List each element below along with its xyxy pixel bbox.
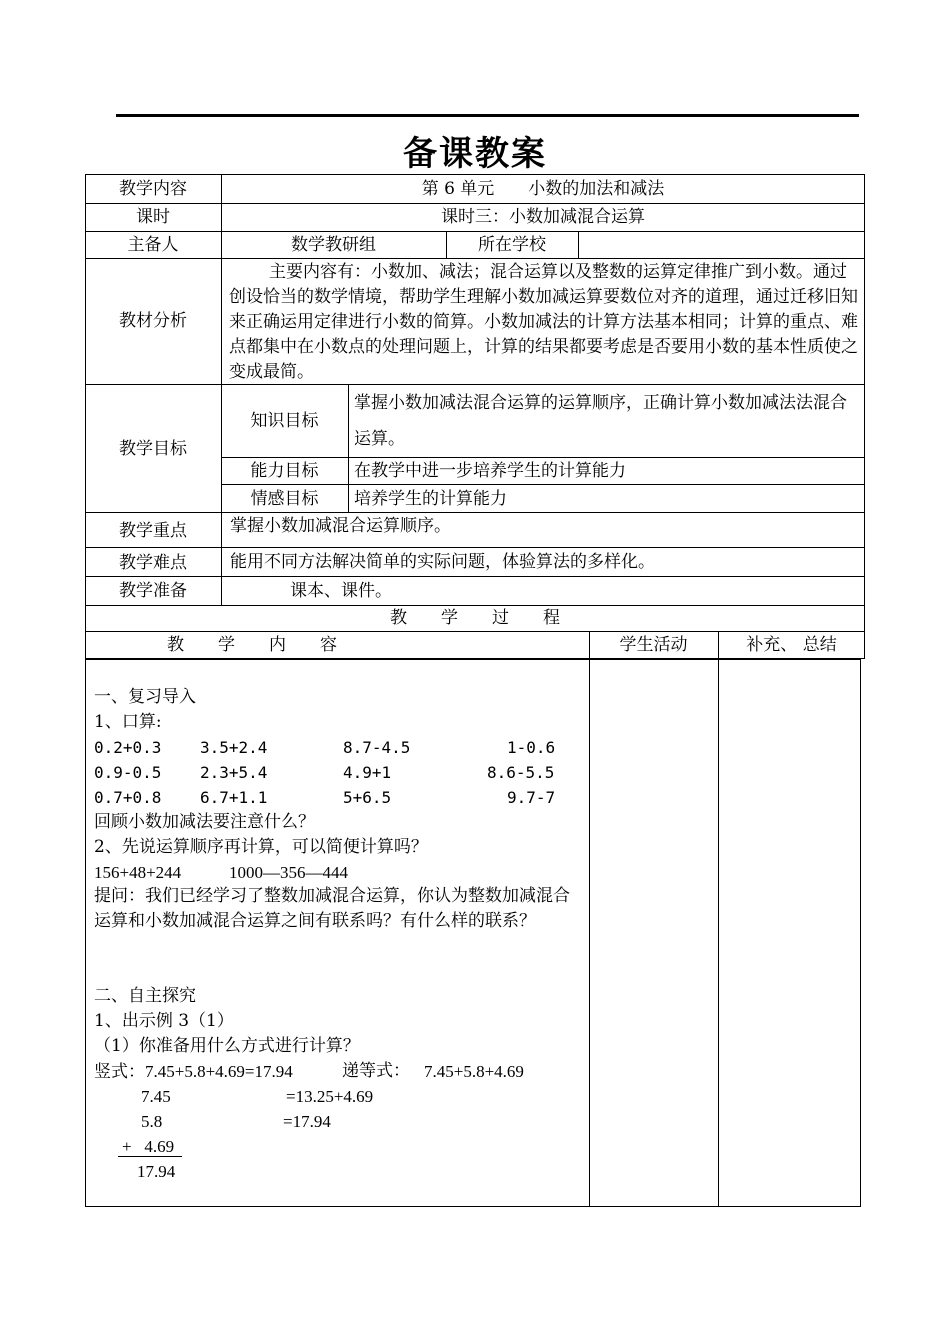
key-point-value: 掌握小数加减混合运算顺序。 (230, 516, 451, 536)
key-point-label: 教学重点 (119, 521, 187, 541)
section-explore: 二、自主探究 (94, 986, 196, 1006)
calc-r1-c1: 0.2+0.3 (94, 738, 162, 757)
lesson-label: 课时 (136, 207, 170, 227)
knowledge-value: 掌握小数加减法混合运算的运算顺序，正确计算小数加减法法混合运算。 (354, 393, 847, 449)
col-notes-header: 补充、 总结 (746, 635, 837, 655)
process-header: 教 学 过 程 (390, 608, 560, 628)
example-label: 1、出示例 3（1） (94, 1011, 234, 1031)
prompt-question: 提问：我们已经学习了整数加减混合运算，你认为整数加减混合运算和小数加减混合运算之间有联系吗？有什么样的联系？ (94, 886, 570, 931)
vertical-line-4: 17.94 (137, 1162, 176, 1181)
emotion-label: 情感目标 (250, 489, 319, 509)
calc-r1-c4: 1-0.6 (507, 738, 556, 757)
step-form-label: 递等式： (342, 1061, 410, 1081)
emotion-value: 培养学生的计算能力 (354, 489, 507, 509)
step-line-1: =13.25+4.69 (286, 1087, 374, 1106)
oral-calc-label: 1、口算: (94, 712, 162, 732)
calc-r2-c3: 4.9+1 (343, 763, 392, 782)
school-label: 所在学校 (478, 235, 546, 255)
calc-r1-c3: 8.7-4.5 (343, 738, 411, 757)
calc-r3-c2: 6.7+1.1 (200, 788, 268, 807)
step-form-expr: 7.45+5.8+4.69 (424, 1062, 524, 1081)
ability-label: 能力目标 (250, 461, 319, 481)
vertical-line-1: 7.45 (141, 1087, 171, 1106)
expr-2: 1000—356—444 (229, 863, 348, 882)
calc-r2-c4: 8.6-5.5 (487, 763, 555, 782)
method-question: （1）你准备用什么方式进行计算？ (94, 1036, 360, 1056)
lead-label: 主备人 (127, 235, 179, 255)
review-question: 回顾小数加减法要注意什么？ (94, 812, 315, 832)
content-value: 第 6 单元 小数的加法和减法 (421, 179, 665, 199)
top-rule (116, 114, 859, 117)
order-question: 2、先说运算顺序再计算，可以简便计算吗？ (94, 837, 428, 857)
calc-r2-c1: 0.9-0.5 (94, 763, 162, 782)
prep-label: 教学准备 (119, 581, 187, 601)
step-line-2: =17.94 (283, 1112, 331, 1131)
vertical-form-label: 竖式：7.45+5.8+4.69=17.94 (94, 1062, 293, 1081)
analysis-text: 主要内容有：小数加、减法；混合运算以及整数的运算定律推广到小数。通过创设恰当的数学情境，帮助学生理解小数加减运算要数位对齐的道理，通过迁移旧知来正确运用定律进行小数的简算。小数加减法的计算方法基本相同；计算的重点、难点都集中在小数点的处理问题上，计算的结果都要考虑是否要用小数的基本性质使之变成最简。 (229, 262, 858, 382)
lead-value: 数学教研组 (291, 235, 376, 255)
calc-r2-c2: 2.3+5.4 (200, 763, 268, 782)
lesson-value: 课时三：小数加减混合运算 (441, 207, 645, 227)
difficulty-label: 教学难点 (119, 553, 187, 573)
col-content-header: 教 学 内 容 (167, 635, 337, 655)
knowledge-label: 知识目标 (250, 411, 319, 431)
section-review: 一、复习导入 (94, 687, 196, 707)
calc-r3-c1: 0.7+0.8 (94, 788, 162, 807)
calc-r3-c3: 5+6.5 (343, 788, 392, 807)
calc-r3-c4: 9.7-7 (507, 788, 556, 807)
content-label: 教学内容 (119, 179, 187, 199)
analysis-label: 教材分析 (119, 311, 187, 331)
vertical-sum-rule (118, 1156, 182, 1157)
ability-value: 在教学中进一步培养学生的计算能力 (354, 461, 626, 481)
col-student-header: 学生活动 (619, 635, 688, 655)
page-title: 备课教案 (403, 134, 547, 174)
vertical-line-2: 5.8 (141, 1112, 163, 1131)
expr-1: 156+48+244 (94, 863, 182, 882)
calc-r1-c2: 3.5+2.4 (200, 738, 268, 757)
prep-value: 课本、课件。 (290, 581, 392, 601)
vertical-line-3: + 4.69 (122, 1137, 175, 1156)
goals-label: 教学目标 (119, 439, 187, 459)
difficulty-value: 能用不同方法解决简单的实际问题，体验算法的多样化。 (230, 552, 655, 572)
